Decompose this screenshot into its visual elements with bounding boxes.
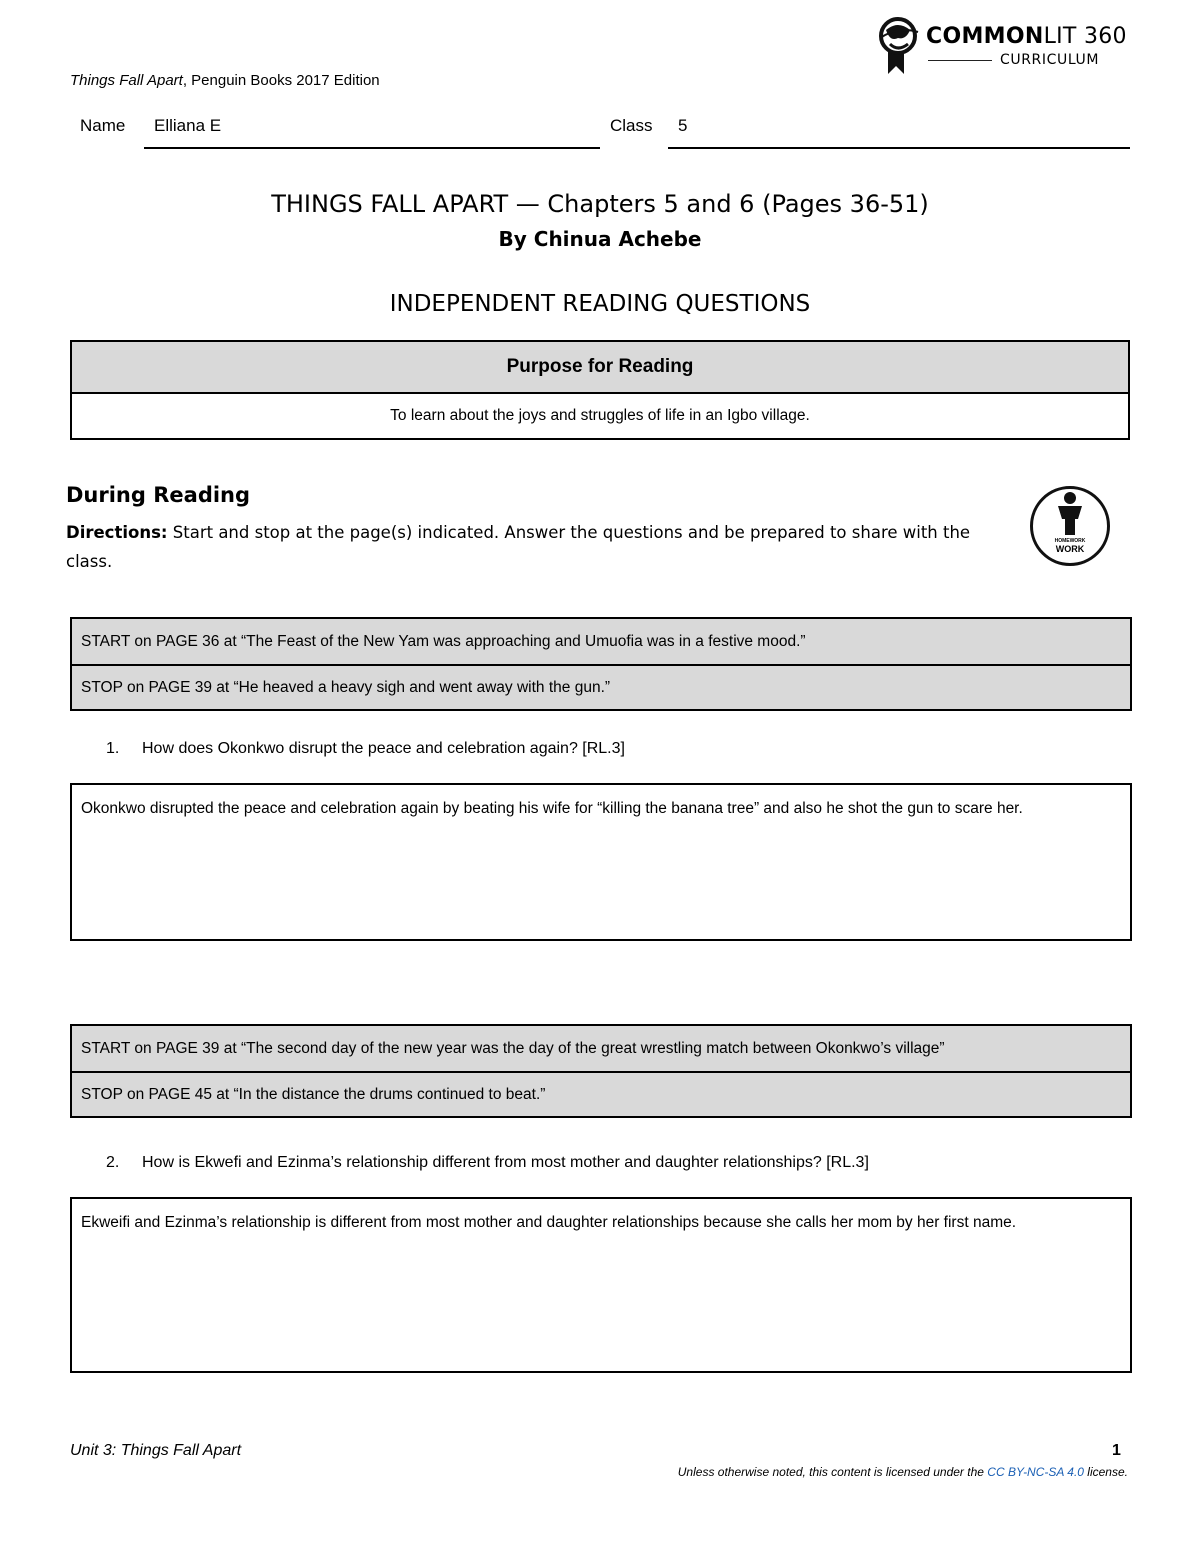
directions-text: Start and stop at the page(s) indicated. Answer the questions and be prepared to share with the class. <box>66 523 971 571</box>
commonlit-logo <box>876 16 1136 76</box>
question-number: 2. <box>106 1154 120 1171</box>
start-stop-box <box>70 1024 1132 1118</box>
footer-unit: Unit 3: Things Fall Apart <box>70 1442 242 1459</box>
book-title: Things Fall Apart <box>70 72 183 89</box>
license-line <box>0 1465 1128 1479</box>
badge-small-text: HOMEWORK <box>1054 538 1086 544</box>
section-title: INDEPENDENT READING QUESTIONS <box>389 291 811 317</box>
stop-row: STOP on PAGE 45 at “In the distance the drums continued to beat.” <box>72 1071 1130 1116</box>
book-edition: , Penguin Books 2017 Edition <box>182 72 380 89</box>
document-title: THINGS FALL APART — Chapters 5 and 6 (Pages 36-51) <box>271 190 929 218</box>
start-row: START on PAGE 36 at “The Feast of the New Yam was approaching and Umuofia was in a festive mood.” <box>81 632 806 650</box>
question-text: How is Ekwefi and Ezinma’s relationship different from most mother and daughter relationships? [RL.3] <box>142 1154 869 1171</box>
purpose-table <box>70 340 1130 440</box>
person-icon <box>1054 491 1086 535</box>
start-stop-box <box>70 617 1132 711</box>
book-edition-line <box>70 72 380 89</box>
logo-divider <box>928 60 992 61</box>
license-post: license. <box>1083 1465 1128 1479</box>
page-number: 1 <box>1112 1442 1121 1459</box>
name-underline <box>144 147 600 149</box>
license-link[interactable]: CC BY-NC-SA 4.0 <box>987 1465 1084 1479</box>
during-reading-heading: During Reading <box>66 483 251 507</box>
directions-label: Directions: <box>66 523 168 542</box>
homework-badge-text <box>1033 537 1107 553</box>
homework-badge <box>1030 486 1110 566</box>
start-row: START on PAGE 39 at “The second day of the new year was the day of the great wrestling match between Okonkwo’s village” <box>81 1039 945 1057</box>
question-number: 1. <box>106 740 120 757</box>
logo-wordmark: COMMONLIT 360 <box>926 24 1127 49</box>
class-underline <box>668 147 1130 149</box>
question-1 <box>106 740 625 758</box>
logo-subtitle: CURRICULUM <box>1000 52 1100 68</box>
name-label: Name <box>80 116 126 135</box>
stop-row: STOP on PAGE 39 at “He heaved a heavy sigh and went away with the gun.” <box>72 664 1130 709</box>
directions <box>66 518 996 576</box>
purpose-heading: Purpose for Reading <box>72 342 1128 394</box>
class-label: Class <box>610 116 653 135</box>
answer-box-2[interactable]: Ekweifi and Ezinma’s relationship is different from most mother and daughter relationships because she calls her mom by her first name. <box>70 1197 1132 1373</box>
globe-ribbon-icon <box>876 16 922 76</box>
question-text: How does Okonkwo disrupt the peace and celebration again? [RL.3] <box>142 740 625 757</box>
license-pre: Unless otherwise noted, this content is licensed under the <box>677 1465 988 1479</box>
answer-box-1[interactable]: Okonkwo disrupted the peace and celebration again by beating his wife for “killing the banana tree” and also he shot the gun to scare her. <box>70 783 1132 941</box>
class-value[interactable]: 5 <box>678 116 688 135</box>
purpose-text: To learn about the joys and struggles of life in an Igbo village. <box>390 407 810 424</box>
name-value[interactable]: Elliana E <box>154 116 222 135</box>
document-author: By Chinua Achebe <box>498 227 702 251</box>
badge-big-text: WORK <box>1055 544 1085 554</box>
question-2 <box>106 1154 869 1172</box>
